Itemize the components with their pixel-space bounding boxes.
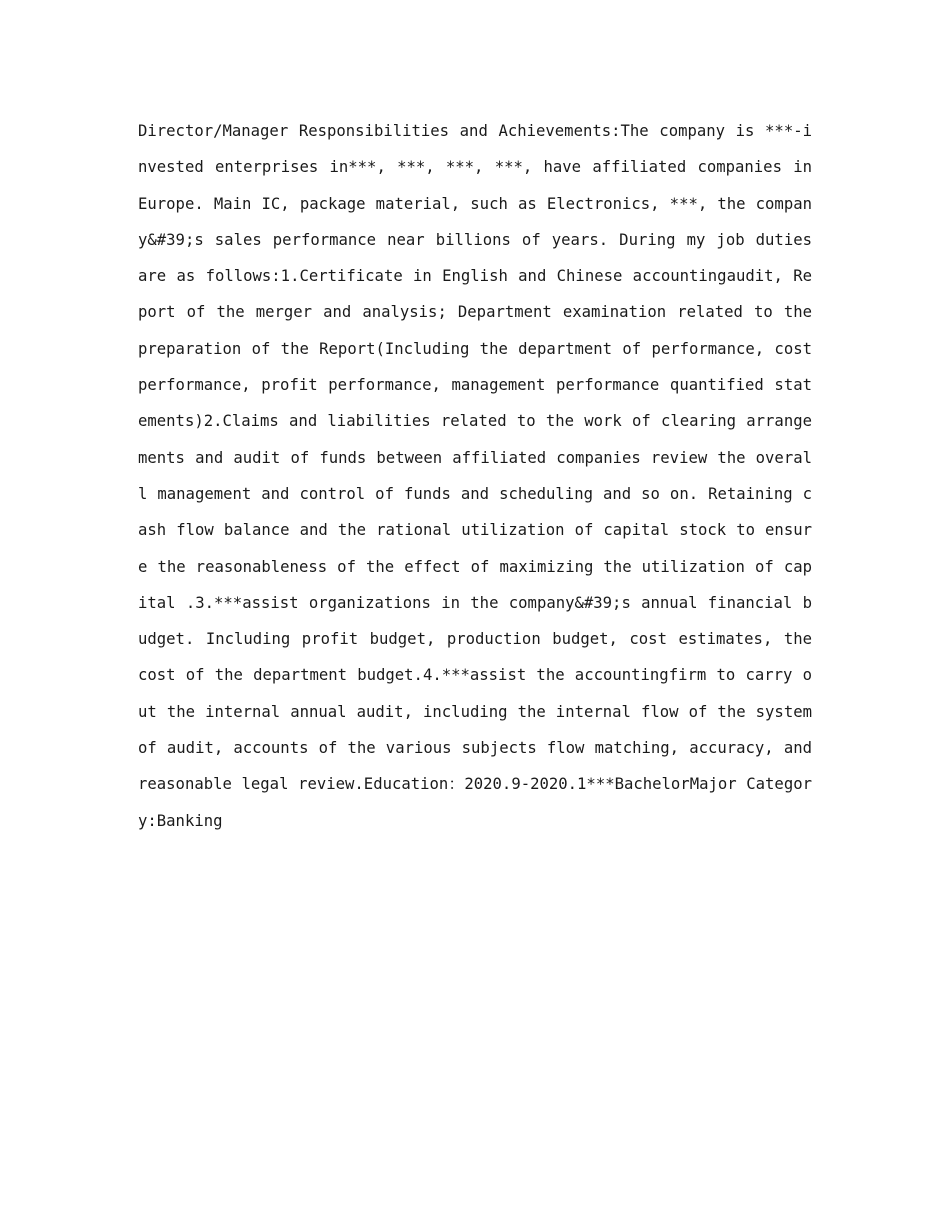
body-paragraph: Director/Manager Responsibilities and Achievements:The company is ***-invested enterprises in***, ***, ***, ***, have affiliated companies in Europe. Main IC, package material, such as Electronics, ***, the company&#39;s sales performance near billions of years. During my job duties are as follows:1.Certificate in English and Chinese accountingaudit, Report of the merger and analysis; Department examination related to the preparation of the Report(Including the department of performance, cost performance, profit performance, management performance quantified statements)2.Claims and liabilities related to the work of clearing arrangements and audit of funds between affiliated companies review the overall management and control of funds and scheduling and so on. Retaining cash flow balance and the rational utilization of capital stock to ensure the reasonableness of the effect of maximizing the utilization of capital .3.***assist organizations in the company&#39;s annual financial budget. Including profit budget, production budget, cost estimates, the cost of the department budget.4.***assist the accountingfirm to carry out the internal annual audit, including the internal flow of the system of audit, accounts of the various subjects flow matching, accuracy, and reasonable legal review.Education：2020.9-2020.1***BachelorMajor Category:Banking <box>138 122 812 830</box>
